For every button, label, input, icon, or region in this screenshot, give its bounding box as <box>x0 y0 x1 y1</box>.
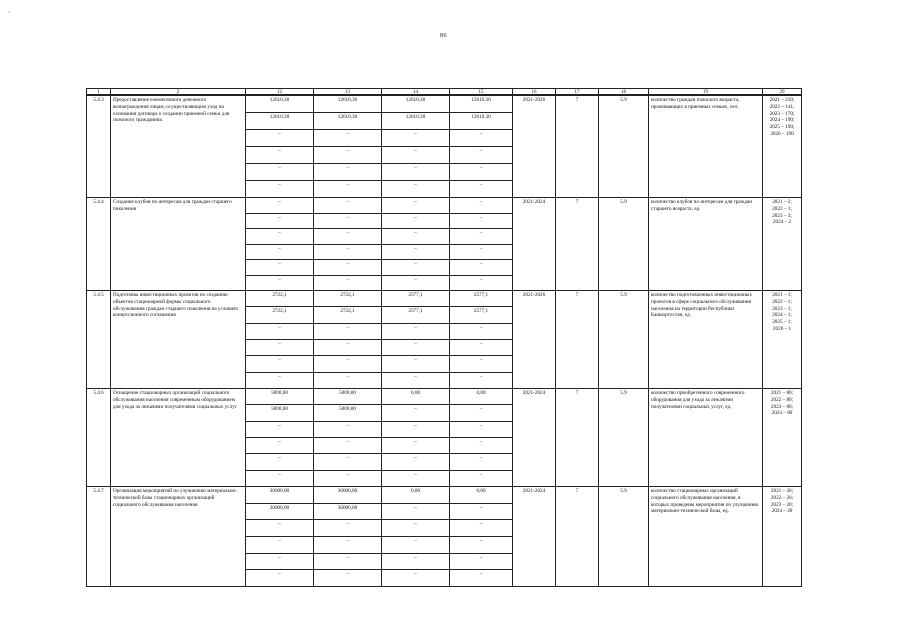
funding-cell: – <box>245 129 314 147</box>
funding-cell: – <box>381 259 450 276</box>
funding-cell: – <box>313 536 382 554</box>
funding-cell: – <box>245 355 314 372</box>
funding-cell: 12610,30 <box>313 112 382 130</box>
funding-cell: – <box>449 244 513 261</box>
funding-cell: 2577,1 <box>381 290 450 307</box>
funding-cell: – <box>313 470 382 487</box>
funding-cell: – <box>245 339 314 356</box>
funding-cell: – <box>245 453 314 470</box>
funding-cell: – <box>449 180 513 198</box>
header-col-14: 14 <box>381 88 450 95</box>
funding-cell: 0,00 <box>381 388 450 405</box>
funding-cell: 5000,00 <box>245 404 314 421</box>
funding-cell: – <box>381 470 450 487</box>
funding-cell: – <box>245 213 314 230</box>
funding-cell: – <box>313 553 382 571</box>
indicator-cell: количество стационарных организаций социального обслуживания населения, в которых проведены мероприятия по улучшению материально-технической базы, ед. <box>648 486 763 587</box>
funding-cell: – <box>381 404 450 421</box>
header-col-12: 12 <box>245 88 314 95</box>
funding-cell: – <box>381 453 450 470</box>
header-col-20: 20 <box>762 88 802 95</box>
funding-cell: – <box>245 180 314 198</box>
funding-cell: – <box>381 228 450 245</box>
funding-cell: 5000,00 <box>245 388 314 405</box>
header-col-18: 18 <box>598 88 649 95</box>
funding-cell: – <box>313 421 382 438</box>
funding-cell: 12610,30 <box>245 112 314 130</box>
funding-cell: – <box>449 437 513 454</box>
funding-cell: – <box>313 146 382 164</box>
funding-cell: – <box>381 553 450 571</box>
funding-cell: – <box>381 339 450 356</box>
funding-cell: – <box>313 213 382 230</box>
funding-cell: – <box>313 569 382 587</box>
funding-cell: – <box>245 437 314 454</box>
funding-cell: 2722,1 <box>313 290 382 307</box>
measure-name: Создание клубов по интересам для граждан старшего поколения <box>110 197 246 291</box>
col18-cell: 5.9 <box>598 197 649 291</box>
funding-cell: – <box>381 197 450 214</box>
funding-cell: – <box>449 197 513 214</box>
funding-cell: – <box>245 323 314 340</box>
funding-cell: 5000,00 <box>313 404 382 421</box>
header-col-19: 19 <box>648 88 763 95</box>
col18-cell: 5.9 <box>598 388 649 487</box>
header-col-17: 17 <box>555 88 599 95</box>
target-values-cell: 2021 – 210; 2022 – 141; 2023 – 170; 2024 – 190; 2025 – 190; 2026 – 190 <box>762 95 802 198</box>
funding-cell: 12610,30 <box>449 95 513 113</box>
indicator-cell: количество приобретенного современного оборудования для ухода за лежачими получателями социальных услуг, ед. <box>648 388 763 487</box>
funding-cell: 12610,30 <box>449 112 513 130</box>
funding-cell: – <box>449 228 513 245</box>
funding-cell: – <box>313 180 382 198</box>
funding-cell: – <box>245 244 314 261</box>
period-cell: 2021-2026 <box>512 95 556 198</box>
funding-cell: 12610,30 <box>381 95 450 113</box>
funding-cell: – <box>381 372 450 389</box>
period-cell: 2021-2026 <box>512 290 556 389</box>
funding-cell: – <box>449 372 513 389</box>
indicator-cell: количество клубов по интересам для граждан старшего возраста, ед. <box>648 197 763 291</box>
funding-cell: 5000,00 <box>313 388 382 405</box>
funding-cell: – <box>245 228 314 245</box>
funding-cell: – <box>313 323 382 340</box>
period-cell: 2021-2024 <box>512 197 556 291</box>
period-cell: 2021-2024 <box>512 388 556 487</box>
header-col-13: 13 <box>313 88 382 95</box>
funding-cell: – <box>313 355 382 372</box>
funding-cell: 0,00 <box>381 486 450 504</box>
funding-cell: – <box>449 536 513 554</box>
funding-cell: – <box>381 536 450 554</box>
funding-cell: – <box>449 323 513 340</box>
funding-cell: – <box>449 404 513 421</box>
row-number: 5.4.7 <box>86 486 111 587</box>
funding-cell: 30000,00 <box>313 503 382 521</box>
funding-cell: – <box>381 244 450 261</box>
funding-cell: – <box>245 470 314 487</box>
funding-cell: – <box>313 519 382 537</box>
funding-cell: 2577,1 <box>449 290 513 307</box>
funding-cell: – <box>245 197 314 214</box>
funding-cell: – <box>449 275 513 292</box>
funding-cell: 2577,1 <box>449 306 513 323</box>
funding-cell: – <box>381 421 450 438</box>
funding-cell: – <box>313 197 382 214</box>
funding-cell: – <box>245 259 314 276</box>
target-values-cell: 2021 – 2; 2022 – 1; 2023 – 3; 2024 – 2 <box>762 197 802 291</box>
funding-cell: – <box>313 244 382 261</box>
header-col-1: 1 <box>86 88 111 95</box>
funding-cell: 2722,1 <box>313 306 382 323</box>
funding-cell: – <box>245 569 314 587</box>
funding-cell: – <box>449 339 513 356</box>
funding-cell: – <box>449 259 513 276</box>
funding-cell: – <box>449 129 513 147</box>
measure-name: Организация мероприятий по улучшению материально-технической базы стационарных организаций социального обслуживания населения <box>110 486 246 587</box>
funding-cell: – <box>245 275 314 292</box>
funding-cell: – <box>313 275 382 292</box>
funding-cell: – <box>313 453 382 470</box>
measure-name: Оснащение стационарных организаций социального обслуживания населения современным оборудованием для ухода за лежачими получателями социальных услуг <box>110 388 246 487</box>
measure-name: Предоставление ежемесячного денежного вознаграждения лицам, осуществляющим уход на основании договора о создании приемной семьи для пожилого гражданина <box>110 95 246 198</box>
funding-cell: 12610,30 <box>245 95 314 113</box>
funding-cell: – <box>381 503 450 521</box>
funding-cell: 30000,00 <box>313 486 382 504</box>
page-number: 86 <box>440 33 447 39</box>
funding-cell: – <box>449 355 513 372</box>
funding-cell: 30000,00 <box>245 503 314 521</box>
funding-cell: – <box>313 437 382 454</box>
funding-cell: – <box>381 146 450 164</box>
funding-cell: – <box>381 355 450 372</box>
col17-cell: 7 <box>555 95 599 198</box>
measure-name: Подготовка инвестиционных проектов по созданию объектов стационарной формы социального обслуживания граждан старшего поколения на условиях концессионного соглашения <box>110 290 246 389</box>
funding-cell: – <box>245 553 314 571</box>
funding-cell: – <box>313 129 382 147</box>
funding-cell: – <box>245 421 314 438</box>
funding-cell: – <box>449 569 513 587</box>
row-number: 5.4.6 <box>86 388 111 487</box>
col17-cell: 7 <box>555 290 599 389</box>
funding-cell: – <box>313 259 382 276</box>
col17-cell: 7 <box>555 486 599 587</box>
col17-cell: 7 <box>555 197 599 291</box>
funding-cell: – <box>449 470 513 487</box>
funding-cell: – <box>313 372 382 389</box>
funding-cell: – <box>381 569 450 587</box>
funding-cell: – <box>313 339 382 356</box>
funding-cell: – <box>381 163 450 181</box>
funding-cell: – <box>449 503 513 521</box>
funding-cell: – <box>449 519 513 537</box>
header-col-15: 15 <box>449 88 513 95</box>
col18-cell: 5.9 <box>598 290 649 389</box>
header-col-2: 2 <box>110 88 246 95</box>
funding-cell: – <box>381 275 450 292</box>
col18-cell: 5.9 <box>598 486 649 587</box>
scan-corner-mark: ` <box>8 10 11 19</box>
col18-cell: 5.9 <box>598 95 649 198</box>
funding-cell: – <box>381 519 450 537</box>
funding-cell: – <box>313 163 382 181</box>
funding-cell: – <box>381 180 450 198</box>
funding-cell: 30000,00 <box>245 486 314 504</box>
funding-cell: – <box>245 163 314 181</box>
funding-cell: – <box>381 437 450 454</box>
header-col-16: 16 <box>512 88 556 95</box>
funding-cell: 0,00 <box>449 486 513 504</box>
funding-cell: 2577,1 <box>381 306 450 323</box>
col17-cell: 7 <box>555 388 599 487</box>
funding-cell: – <box>449 421 513 438</box>
funding-cell: – <box>449 163 513 181</box>
target-values-cell: 2021 – 80; 2022 – 80; 2023 – 80; 2024 – 80 <box>762 388 802 487</box>
indicator-cell: количество граждан пожилого возраста, проживающих в приемных семьях, чел. <box>648 95 763 198</box>
funding-cell: – <box>449 213 513 230</box>
funding-cell: – <box>449 146 513 164</box>
funding-cell: 12610,30 <box>381 112 450 130</box>
funding-cell: 0,00 <box>449 388 513 405</box>
row-number: 5.4.4 <box>86 197 111 291</box>
row-number: 5.4.3 <box>86 95 111 198</box>
period-cell: 2021-2024 <box>512 486 556 587</box>
target-values-cell: 2021 – 20; 2022 – 20; 2023 – 20; 2024 – 20 <box>762 486 802 587</box>
funding-cell: – <box>381 213 450 230</box>
target-values-cell: 2021 – 1; 2022 – 1; 2023 – 1; 2024 – 1; 2025 – 1; 2026 – 1 <box>762 290 802 389</box>
funding-cell: – <box>245 372 314 389</box>
funding-cell: – <box>449 453 513 470</box>
funding-cell: 2722,1 <box>245 290 314 307</box>
funding-cell: 12610,30 <box>313 95 382 113</box>
funding-cell: – <box>449 553 513 571</box>
funding-cell: – <box>381 129 450 147</box>
funding-cell: – <box>245 536 314 554</box>
funding-cell: – <box>381 323 450 340</box>
funding-cell: – <box>313 228 382 245</box>
funding-cell: – <box>245 519 314 537</box>
indicator-cell: количество подготовленных инвестиционных проектов в сфере социального обслуживания населения на территории Республики Башкортостан, ед. <box>648 290 763 389</box>
funding-cell: 2722,1 <box>245 306 314 323</box>
funding-cell: – <box>245 146 314 164</box>
row-number: 5.4.5 <box>86 290 111 389</box>
